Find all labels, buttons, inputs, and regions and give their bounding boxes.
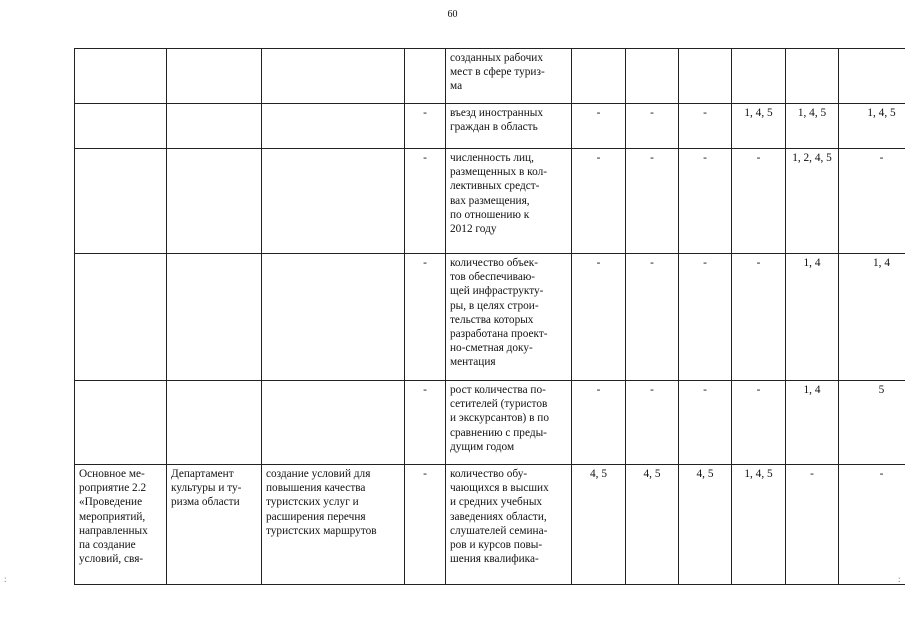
table-cell: 1, 4, 5	[732, 465, 786, 585]
table-cell	[167, 465, 262, 585]
cell-line: но-сметная доку-	[450, 342, 533, 355]
table-cell: 4, 5	[626, 465, 679, 585]
table-cell: 4, 5	[572, 465, 626, 585]
table-cell: -	[405, 465, 446, 585]
table-cell	[262, 49, 405, 104]
table-cell	[262, 104, 405, 149]
table-cell: -	[732, 381, 786, 465]
table-cell	[167, 104, 262, 149]
table-cell: -	[572, 381, 626, 465]
table-cell: -	[572, 254, 626, 381]
table-cell	[626, 49, 679, 104]
table-cell: -	[732, 254, 786, 381]
cell-line: щей инфраструкту-	[450, 285, 544, 298]
table-cell	[75, 254, 167, 381]
table-cell	[679, 49, 732, 104]
table-cell: -	[626, 104, 679, 149]
table-cell: 1, 4, 5	[839, 104, 905, 149]
cell-line: культуры и ту-	[171, 482, 242, 495]
cell-line: роприятие 2.2	[79, 482, 147, 495]
table-cell	[262, 254, 405, 381]
cell-line: 2012 году	[450, 223, 497, 236]
cell-line: ма	[450, 80, 463, 93]
cell-line: размещенных в кол-	[450, 166, 547, 179]
table-cell	[446, 49, 572, 104]
cell-line: шения квалифика-	[450, 553, 539, 566]
cell-line: по отношению к	[450, 208, 530, 221]
table-cell	[732, 49, 786, 104]
cell-line: слушателей семина-	[450, 524, 548, 537]
table-cell	[446, 104, 572, 149]
table-row	[75, 465, 905, 585]
cell-line: сравнению с преды-	[450, 426, 547, 439]
cell-line: мест в сфере туриз-	[450, 66, 545, 79]
table-cell	[446, 465, 572, 585]
cell-line: разработана проект-	[450, 328, 548, 341]
table-cell: 5	[839, 381, 905, 465]
cell-line: «Проведение	[79, 496, 143, 509]
table-cell	[75, 465, 167, 585]
cell-line: тельства которых	[450, 313, 534, 326]
table-cell	[262, 149, 405, 254]
table-cell: -	[626, 254, 679, 381]
table-row	[75, 254, 905, 381]
cell-line: количество объек-	[450, 257, 538, 269]
table-row	[75, 381, 905, 465]
cell-line: направленных	[79, 524, 148, 537]
table-cell: -	[405, 149, 446, 254]
table-cell	[262, 465, 405, 585]
table-cell: -	[679, 254, 732, 381]
edge-mark-left: :	[4, 574, 7, 584]
cell-line: тов обеспечиваю-	[450, 271, 536, 284]
cell-line: въезд иностранных	[450, 107, 543, 119]
table-cell: 4, 5	[679, 465, 732, 585]
table-cell	[786, 49, 839, 104]
table-cell	[75, 149, 167, 254]
table-cell: 1, 4, 5	[732, 104, 786, 149]
table-cell: -	[572, 104, 626, 149]
table-cell: -	[405, 381, 446, 465]
cell-line: вах размещения,	[450, 194, 530, 207]
edge-mark-right: :	[898, 574, 901, 584]
table-cell: -	[405, 254, 446, 381]
cell-line: ров и курсов повы-	[450, 539, 543, 552]
table-cell: -	[679, 104, 732, 149]
table-cell: 1, 4	[786, 381, 839, 465]
table-cell: 1, 4	[839, 254, 905, 381]
table-cell: -	[572, 149, 626, 254]
table-cell	[405, 49, 446, 104]
cell-line: граждан в область	[450, 121, 538, 134]
table-cell: -	[732, 149, 786, 254]
table-cell: -	[679, 381, 732, 465]
cell-line: созданных рабочих	[450, 52, 543, 64]
page-number: 60	[447, 9, 458, 20]
table-cell: -	[405, 104, 446, 149]
table-cell	[75, 49, 167, 104]
cell-line: численность лиц,	[450, 152, 534, 164]
table-row	[75, 104, 905, 149]
cell-line: условий, свя-	[79, 553, 144, 566]
cell-line: ризма области	[171, 496, 240, 509]
cell-line: ментация	[450, 356, 496, 369]
table-cell	[167, 381, 262, 465]
table-cell	[839, 49, 905, 104]
cell-line: количество обу-	[450, 468, 528, 480]
table-cell: -	[839, 149, 905, 254]
table-cell: -	[786, 465, 839, 585]
cell-line: создание условий для	[266, 468, 371, 480]
table-cell	[446, 381, 572, 465]
cell-line: рост количества по-	[450, 384, 546, 396]
table-cell: 1, 2, 4, 5	[786, 149, 839, 254]
table-cell	[446, 149, 572, 254]
table-cell: 1, 4, 5	[786, 104, 839, 149]
cell-line: туристских маршрутов	[266, 524, 377, 537]
cell-line: заведениях области,	[450, 510, 547, 523]
table-cell	[167, 254, 262, 381]
table-cell	[262, 381, 405, 465]
cell-line: сетителей (туристов	[450, 398, 548, 411]
cell-line: дущим годом	[450, 440, 515, 453]
cell-line: мероприятий,	[79, 510, 146, 523]
cell-line: Департамент	[171, 468, 234, 480]
cell-line: повышения качества	[266, 482, 366, 495]
cell-line: чающихся в высших	[450, 482, 549, 495]
table-row	[75, 149, 905, 254]
table-cell	[75, 104, 167, 149]
table-cell	[446, 254, 572, 381]
cell-line: па создание	[79, 539, 136, 552]
table-cell	[167, 49, 262, 104]
table-cell: -	[626, 149, 679, 254]
table-cell	[75, 381, 167, 465]
cell-line: Основное ме-	[79, 468, 145, 480]
cell-line: ры, в целях строи-	[450, 299, 539, 312]
cell-line: расширения перечня	[266, 510, 366, 523]
table-cell: 1, 4	[786, 254, 839, 381]
table-row	[75, 49, 905, 104]
indicators-table	[74, 48, 905, 585]
table-cell: -	[626, 381, 679, 465]
table-cell: -	[679, 149, 732, 254]
table-cell	[572, 49, 626, 104]
cell-line: туристских услуг и	[266, 496, 359, 509]
cell-line: лективных средст-	[450, 180, 540, 193]
cell-line: и экскурсантов) в по	[450, 412, 549, 425]
cell-line: и средних учебных	[450, 496, 543, 509]
table-cell	[167, 149, 262, 254]
table-cell: -	[839, 465, 905, 585]
